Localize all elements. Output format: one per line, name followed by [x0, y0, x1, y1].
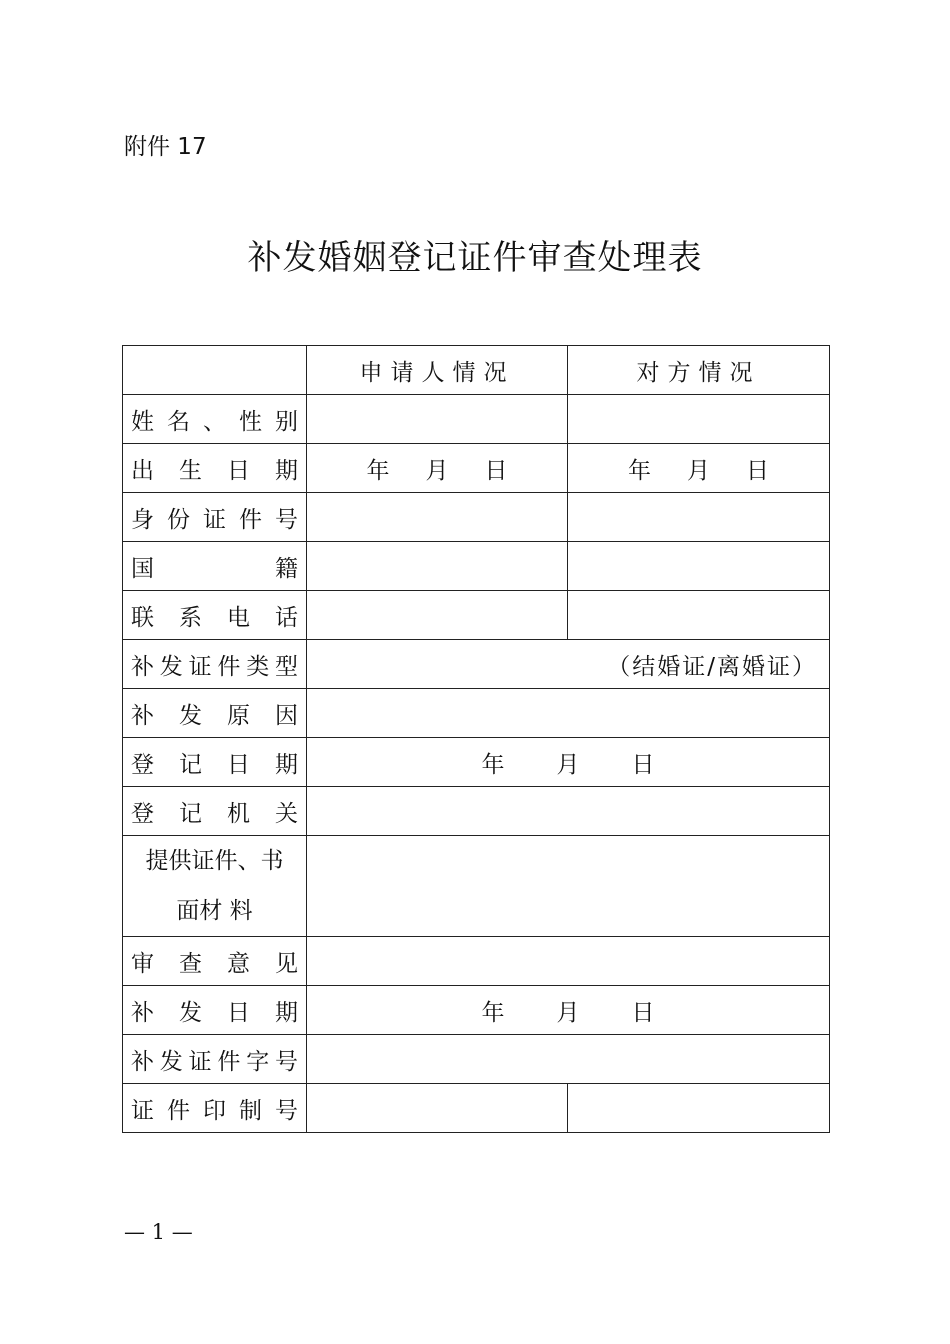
reason-field[interactable]	[307, 689, 830, 738]
applicant-phone-field[interactable]	[307, 591, 568, 640]
day-unit: 日	[631, 999, 655, 1026]
label-documents-line1: 提供证件、书	[145, 848, 284, 874]
page-number: — 1 —	[124, 1220, 193, 1244]
column-applicant: 申请人情况	[307, 346, 568, 395]
label-reissue-date: 补 发 日 期	[123, 986, 307, 1035]
applicant-nationality-field[interactable]	[307, 542, 568, 591]
row-cert-type	[123, 640, 830, 689]
label-reg-date: 登 记 日 期	[123, 738, 307, 787]
row-name-gender	[123, 395, 830, 444]
review-field[interactable]	[307, 937, 830, 986]
row-reissue-date	[123, 986, 830, 1035]
label-documents	[123, 836, 307, 937]
row-print-no	[123, 1084, 830, 1133]
day-unit: 日	[746, 457, 769, 484]
other-nationality-field[interactable]	[568, 542, 830, 591]
label-reg-office: 登 记 机 关	[123, 787, 307, 836]
label-review: 审 查 意 见	[123, 937, 307, 986]
row-reg-office	[123, 787, 830, 836]
label-nationality: 国 籍	[123, 542, 307, 591]
row-phone	[123, 591, 830, 640]
label-name-gender: 姓 名 、 性 别	[123, 395, 307, 444]
row-documents	[123, 836, 830, 937]
applicant-print-no-field[interactable]	[307, 1084, 568, 1133]
label-documents-line2: 面材 料	[176, 898, 253, 924]
header-blank-cell	[123, 346, 307, 395]
label-birth-date: 出 生 日 期	[123, 444, 307, 493]
other-print-no-field[interactable]	[568, 1084, 830, 1133]
label-id-number: 身 份 证 件 号	[123, 493, 307, 542]
other-birth-date-field[interactable]	[568, 444, 830, 493]
row-nationality	[123, 542, 830, 591]
row-reason	[123, 689, 830, 738]
attachment-number: 附件 17	[124, 134, 207, 160]
row-id-number	[123, 493, 830, 542]
reg-office-field[interactable]	[307, 787, 830, 836]
cert-no-field[interactable]	[307, 1035, 830, 1084]
year-unit: 年	[628, 457, 651, 484]
other-id-number-field[interactable]	[568, 493, 830, 542]
reg-date-field[interactable]	[307, 738, 830, 787]
row-review	[123, 937, 830, 986]
cert-type-options: （结婚证/离婚证）	[607, 653, 817, 680]
label-phone: 联 系 电 话	[123, 591, 307, 640]
documents-field[interactable]	[307, 836, 830, 937]
column-other-party: 对方情况	[568, 346, 830, 395]
review-form-table	[122, 345, 830, 1133]
cert-type-field[interactable]	[307, 640, 830, 689]
label-print-no: 证 件 印 制 号	[123, 1084, 307, 1133]
applicant-birth-date-field[interactable]	[307, 444, 568, 493]
row-birth-date	[123, 444, 830, 493]
reissue-date-field[interactable]	[307, 986, 830, 1035]
table-header-row	[123, 346, 830, 395]
year-unit: 年	[366, 457, 390, 484]
label-reason: 补 发 原 因	[123, 689, 307, 738]
day-unit: 日	[484, 457, 508, 484]
row-cert-no	[123, 1035, 830, 1084]
other-name-gender-field[interactable]	[568, 395, 830, 444]
month-unit: 月	[687, 457, 710, 484]
label-cert-no: 补 发 证 件 字 号	[123, 1035, 307, 1084]
page-title: 补发婚姻登记证件审查处理表	[247, 238, 703, 278]
other-phone-field[interactable]	[568, 591, 830, 640]
applicant-id-number-field[interactable]	[307, 493, 568, 542]
label-cert-type: 补 发 证 件 类 型	[123, 640, 307, 689]
day-unit: 日	[631, 751, 655, 778]
month-unit: 月	[425, 457, 449, 484]
year-unit: 年	[481, 751, 505, 778]
applicant-name-gender-field[interactable]	[307, 395, 568, 444]
row-reg-date	[123, 738, 830, 787]
year-unit: 年	[481, 999, 505, 1026]
month-unit: 月	[556, 751, 580, 778]
month-unit: 月	[556, 999, 580, 1026]
